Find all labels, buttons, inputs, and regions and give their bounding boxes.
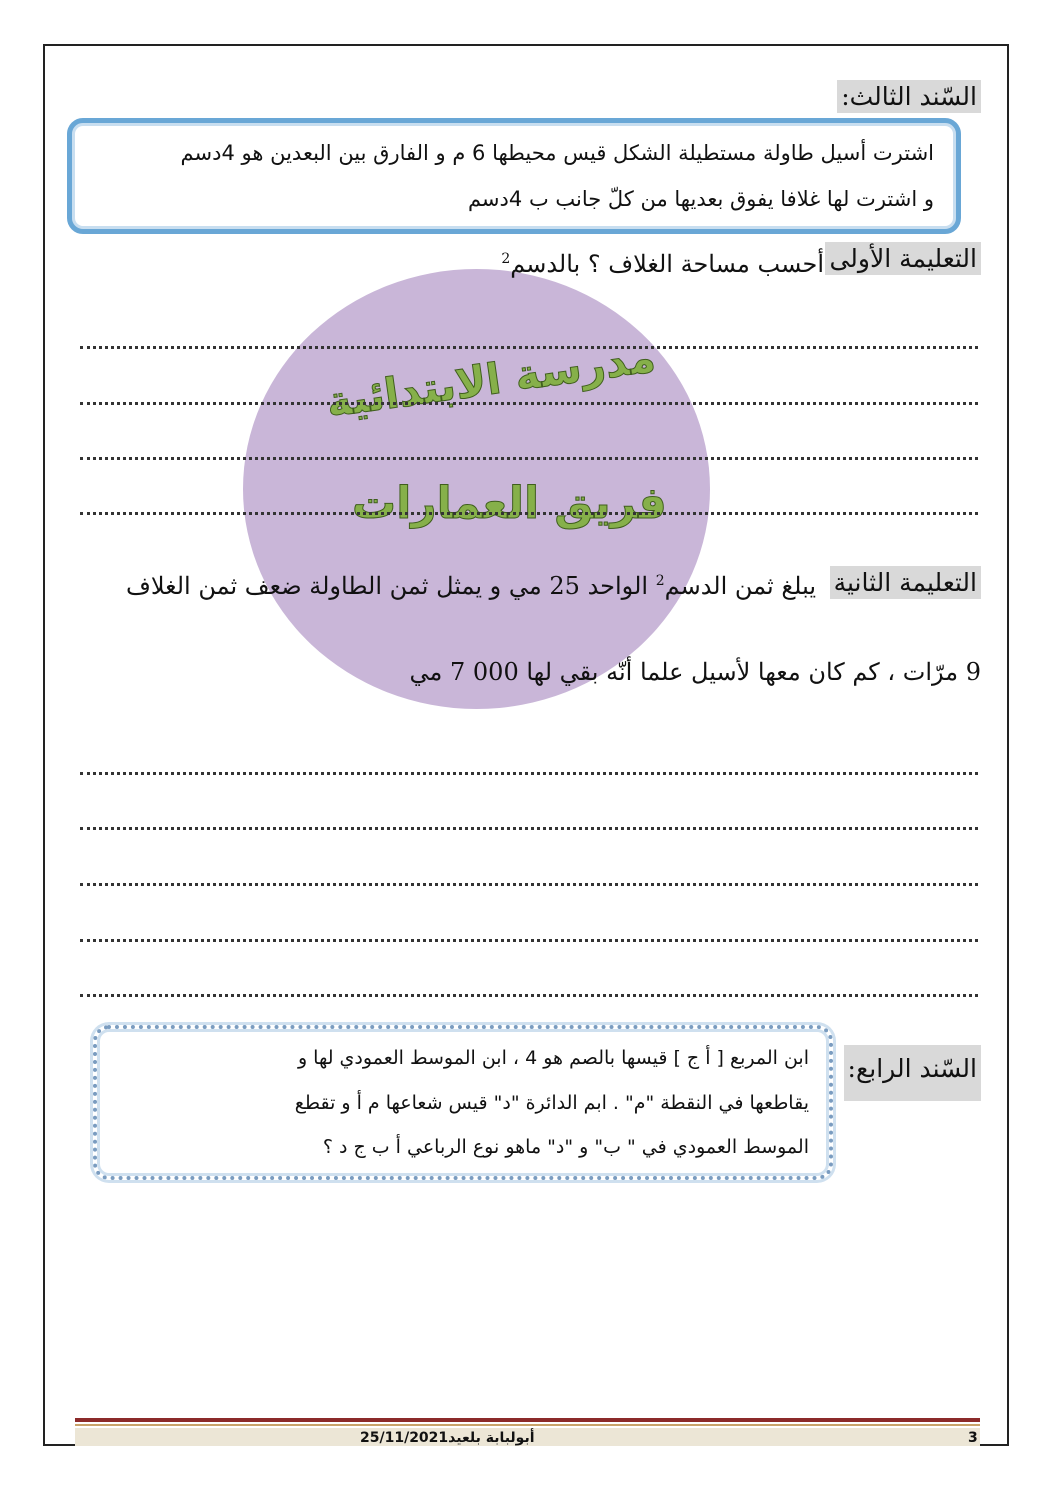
answer-line-6 — [80, 827, 978, 830]
footer-author-date: أبولبابة بلعيد25/11/2021 — [360, 1430, 535, 1446]
answer-line-1 — [80, 346, 978, 349]
answer-line-2 — [80, 402, 978, 405]
section4-statement-box — [93, 1025, 833, 1180]
task1-text: أحسب مساحة الغلاف ؟ بالدسم — [510, 250, 824, 278]
task2-text-line2: 9 مرّات ، كم كان معها لأسيل علما أنّه بقي لها 000 7 مي — [409, 658, 981, 686]
answer-line-7 — [80, 883, 978, 886]
section3-label: السّند الثالث: — [837, 80, 981, 113]
answer-line-5 — [80, 772, 978, 775]
task1-label: التعليمة الأولى — [825, 242, 981, 275]
answer-line-3 — [80, 457, 978, 460]
task2-superscript: 2 — [655, 573, 665, 589]
section3-statement-box — [67, 118, 961, 234]
stamp-school-name: مدرسة الابتدائية — [323, 332, 659, 427]
page-number: 3 — [968, 1430, 978, 1446]
task2-text-line1 — [126, 572, 816, 600]
section3-text-line1: اشترت أسيل طاولة مستطيلة الشكل قيس محيطها 6 م و الفارق بين البعدين هو 4دسم — [180, 141, 934, 165]
task2-text-part1: يبلغ ثمن الدسم — [664, 572, 816, 600]
stamp-team-name: فريق العمارات — [352, 478, 667, 529]
section4-text-line1: ابن المربع [ أ ج ] قيسها بالصم هو 4 ، ابن الموسط العمودي لها و — [297, 1047, 809, 1069]
task1-superscript: 2 — [501, 251, 511, 267]
task2-text-part2: الواحد 25 مي و يمثل ثمن الطاولة ضعف ثمن الغلاف — [125, 572, 649, 600]
task1-question — [501, 250, 824, 278]
answer-line-4 — [80, 512, 978, 515]
footer-rule-accent — [75, 1424, 980, 1426]
task2-label: التعليمة الثانية — [830, 566, 981, 599]
answer-line-8 — [80, 939, 978, 942]
section3-text-line2: و اشترت لها غلافا يفوق بعديها من كلّ جانب ب 4دسم — [467, 187, 934, 211]
section4-label: السّند الرابع: — [844, 1045, 981, 1101]
section4-text-line3: الموسط العمودي في " ب" و "د" ماهو نوع الرباعي أ ب ج د ؟ — [322, 1136, 809, 1158]
section4-text-line2: يقاطعها في النقطة "م" . ابم الدائرة "د" قيس شعاعها م أ و تقطع — [294, 1092, 809, 1114]
footer-rule — [75, 1418, 980, 1422]
answer-line-9 — [80, 994, 978, 997]
